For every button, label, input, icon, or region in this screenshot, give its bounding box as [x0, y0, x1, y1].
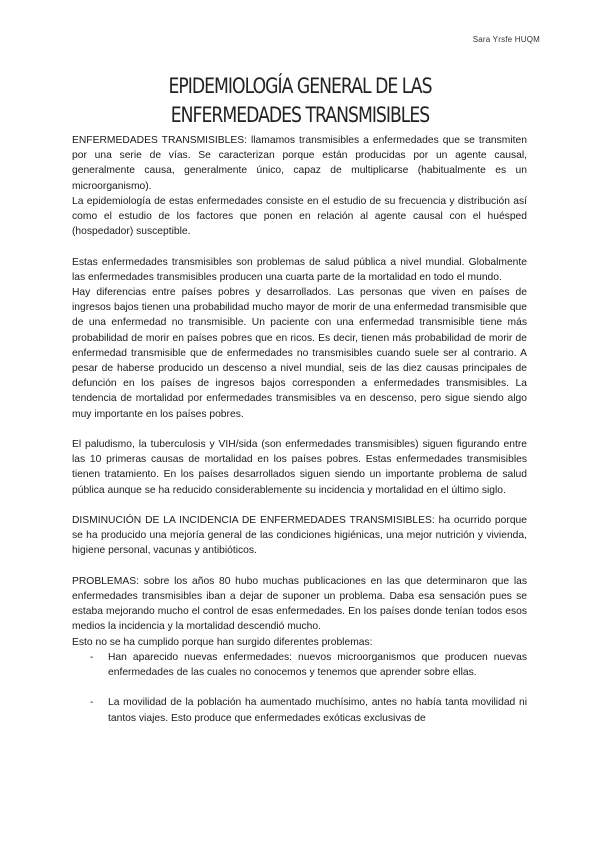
- paragraph-definition: ENFERMEDADES TRANSMISIBLES: llamamos transmisibles a enfermedades que se transmiten por una serie de vías. Se caracterizan porque están producidas por un agente causal, generalmente causa, generalmente único, capaz de multiplicarse (habitualmente es un microorganismo).: [72, 135, 527, 192]
- list-bullet: -: [90, 651, 94, 663]
- list-item: [72, 650, 527, 680]
- paragraph-incidence-decrease: DISMINUCIÓN DE LA INCIDENCIA DE ENFERMEDADES TRANSMISIBLES: ha ocurrido porque se ha producido una mejoría general de las condiciones higiénicas, una mejor nutrición y vivienda, higiene personal, vacunas y antibióticos.: [72, 515, 527, 557]
- problems-list: [72, 650, 527, 726]
- paragraph-gap: [72, 559, 527, 574]
- document-title: EPIDEMIOLOGÍA GENERAL DE LAS ENFERMEDADES TRANSMISIBLES: [168, 74, 432, 127]
- paragraph-diseases: El paludismo, la tuberculosis y VIH/sida (son enfermedades transmisibles) siguen figurando entre las 10 primeras causas de mortalidad en los países pobres. Estas enfermedades transmisibles tienen tratamiento. En los países desarrollados siguen siendo un importante problema de salud pública aunque se ha reducido considerablemente su incidencia y mortalidad en el último siglo.: [72, 439, 527, 496]
- list-item-text: La movilidad de la población ha aumentado muchísimo, antes no había tanta movilidad ni tantos viajes. Esto produce que enfermedades exóticas exclusivas de: [108, 697, 527, 724]
- paragraph-gap: [72, 239, 527, 254]
- paragraph-problems-intro: Esto no se ha cumplido porque han surgido diferentes problemas:: [72, 636, 373, 648]
- paragraph-public-health: Estas enfermedades transmisibles son problemas de salud pública a nivel mundial. Globalmente las enfermedades transmisibles producen una cuarta parte de la mortalidad en todo el mundo.: [72, 256, 527, 283]
- paragraph-gap: [72, 422, 527, 437]
- paragraph-problems: PROBLEMAS: sobre los años 80 hubo muchas publicaciones en las que determinaron que las enfermedades transmisibles iban a dejar de suponer un problema. Daba esa sensación pues se estaba mejorando mucho el control de esas enfermedades. En los países donde tenían todos esos medios la incidencia y la mortalidad descendió mucho.: [72, 575, 527, 633]
- paragraph-differences: Hay diferencias entre países pobres y desarrollados. Las personas que viven en países de ingresos bajos tienen una probabilidad mucho mayor de morir de una enfermedad transmisible que de una enfermedad no transmisible. Un paciente con una enfermedad transmisible tiene más probabilidad de morir en países pobres que en ricos. Es decir, tienen más probabilidad de morir de enfermedad transmisible que de enfermedades no transmisibles cuando suele ser al contrario. A pesar de haberse producido un descenso a nivel mundial, seis de las diez causas principales de defunción en los países de ingresos bajos corresponden a enfermedades transmisibles. La tendencia de mortalidad por enfermedades transmisibles va en descenso, pero sigue siendo algo muy importante en los países pobres.: [72, 287, 527, 420]
- paragraph-gap: [72, 498, 527, 513]
- list-bullet: -: [90, 697, 94, 709]
- author-header: Sara Yrsfe HUQM: [472, 35, 540, 44]
- document-body: [72, 133, 527, 726]
- list-item-text: Han aparecido nuevas enfermedades: nuevos microorganismos que producen nuevas enfermedades de las cuales no conocemos y tenemos que aprender sobre ellas.: [108, 651, 527, 679]
- list-item: [72, 695, 527, 725]
- paragraph-epidemiology: La epidemiología de estas enfermedades consiste en el estudio de su frecuencia y distribución así como el estudio de los factores que ponen en relación al agente causal con el huésped (hospedador) susceptible.: [72, 195, 527, 238]
